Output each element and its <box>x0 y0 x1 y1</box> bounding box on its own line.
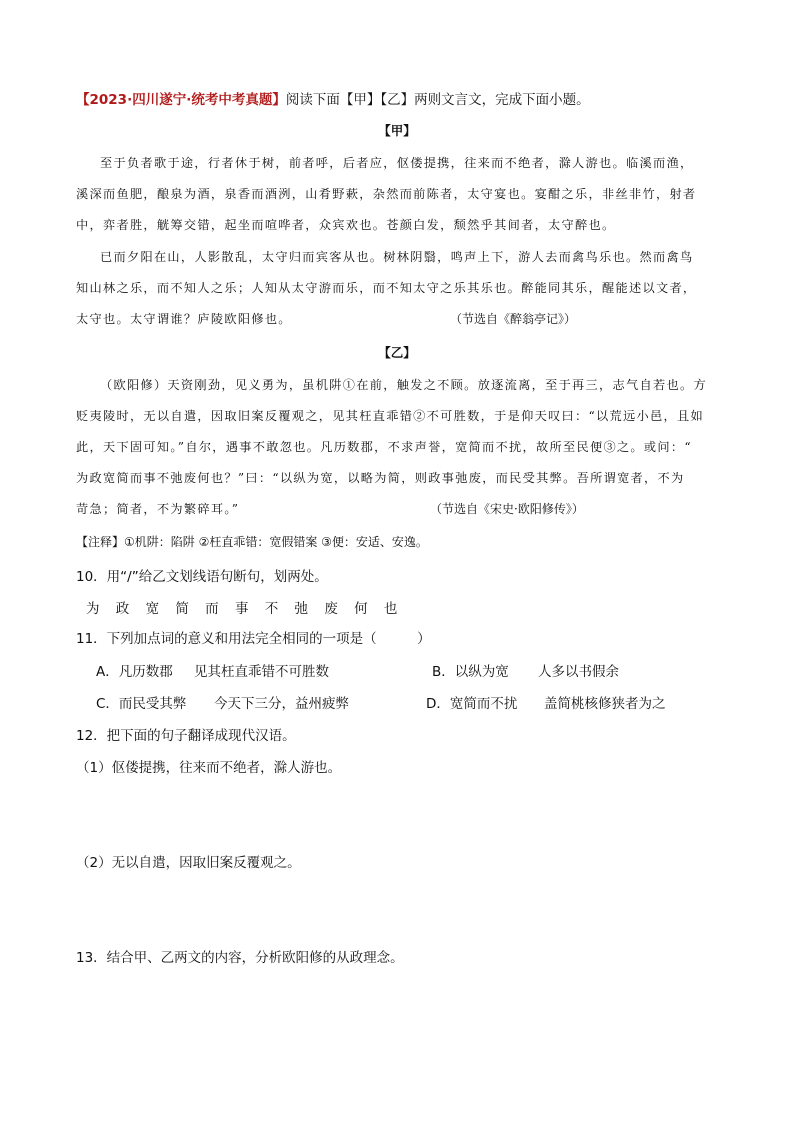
option-d-label[interactable]: D．宽简而不扰 <box>426 696 518 712</box>
option-b-pair: 人多以书假余 <box>538 664 619 680</box>
jia-source: （节选自《醉翁亭记》） <box>450 312 577 326</box>
option-a-label[interactable]: A．凡历数郡 <box>96 664 173 680</box>
option-d-pair: 盖简桃核修狭者为之 <box>544 696 666 712</box>
option-b-label[interactable]: B．以纵为宽 <box>432 664 509 680</box>
yi-line-2: 贬夷陵时，无以自遣，因取旧案反覆观之，见其枉直乖错②不可胜数，于是仰天叹曰：“以荒远小邑，且如 <box>76 409 704 423</box>
yi-source: （节选自《宋史·欧阳修传》） <box>430 502 584 516</box>
jia-line-6: 太守也。太守谓谁？庐陵欧阳修也。 <box>76 312 292 326</box>
jia-line-3: 中，弈者胜，觥筹交错，起坐而喧哗者，众宾欢也。苍颜白发，颓然乎其间者，太守醉也。 <box>76 218 616 232</box>
option-a-pair: 见其枉直乖错不可胜数 <box>194 664 329 680</box>
yi-line-3: 此，天下固可知。”自尔，遇事不敢忽也。凡历数郡，不求声誉，宽简而不扰，故所至民便③之。或问：“ <box>76 440 692 454</box>
jia-line-5: 知山林之乐，而不知人之乐；人知从太守游而乐，而不知太守之乐其乐也。醉能同其乐，醒能述以文者， <box>76 281 697 295</box>
exam-source-tag: 【2023·四川遂宁·统考中考真题】 <box>76 92 286 108</box>
yi-line-5: 苛急；简者，不为繁碎耳。” <box>76 502 240 516</box>
question-11-prompt: 11．下列加点词的意义和用法完全相同的一项是（ ） <box>76 631 431 647</box>
question-10-prompt: 10．用“/”给乙文划线语句断句，划两处。 <box>76 569 328 585</box>
passage-jia-heading: 【甲】 <box>378 123 416 138</box>
jia-line-2: 溪深而鱼肥，酿泉为酒，泉香而酒洌，山肴野蔌，杂然而前陈者，太守宴也。宴酣之乐，非丝非竹，射者 <box>76 187 697 201</box>
annotations: 【注释】①机阱：陷阱 ②枉直乖错：宽假错案 ③便：安适、安逸。 <box>76 535 428 549</box>
question-13-prompt: 13．结合甲、乙两文的内容，分析欧阳修的从政理念。 <box>76 950 404 966</box>
passage-yi-heading: 【乙】 <box>378 345 416 360</box>
intro-instruction: 阅读下面【甲】【乙】两则文言文，完成下面小题。 <box>285 92 590 108</box>
option-c-pair: 今天下三分，益州疲弊 <box>214 696 349 712</box>
yi-line-4: 为政宽简而事不弛废何也？”曰：“以纵为宽，以略为简，则政事弛废，而民受其弊。吾所谓宽者，不为 <box>76 471 685 485</box>
question-12-prompt: 12．把下面的句子翻译成现代汉语。 <box>76 728 296 744</box>
option-c-label[interactable]: C．而民受其弊 <box>96 696 187 712</box>
intro-line <box>76 88 590 108</box>
question-12-item-1: （1）伛偻提携，往来而不绝者，滁人游也。 <box>76 760 342 776</box>
question-10-sentence: 为 政 宽 简 而 事 不 弛 废 何 也 <box>86 601 404 617</box>
jia-line-1: 至于负者歌于途，行者休于树，前者呼，后者应，伛偻提携，往来而不绝者，滁人游也。临溪而渔， <box>100 156 694 170</box>
yi-line-1: （欧阳修）天资刚劲，见义勇为，虽机阱①在前，触发之不顾。放逐流离，至于再三，志气自若也。方 <box>100 378 707 392</box>
question-12-item-2: （2）无以自遣，因取旧案反覆观之。 <box>76 855 301 871</box>
jia-line-4: 已而夕阳在山，人影散乱，太守归而宾客从也。树林阴翳，鸣声上下，游人去而禽鸟乐也。然而禽鸟 <box>100 250 694 264</box>
